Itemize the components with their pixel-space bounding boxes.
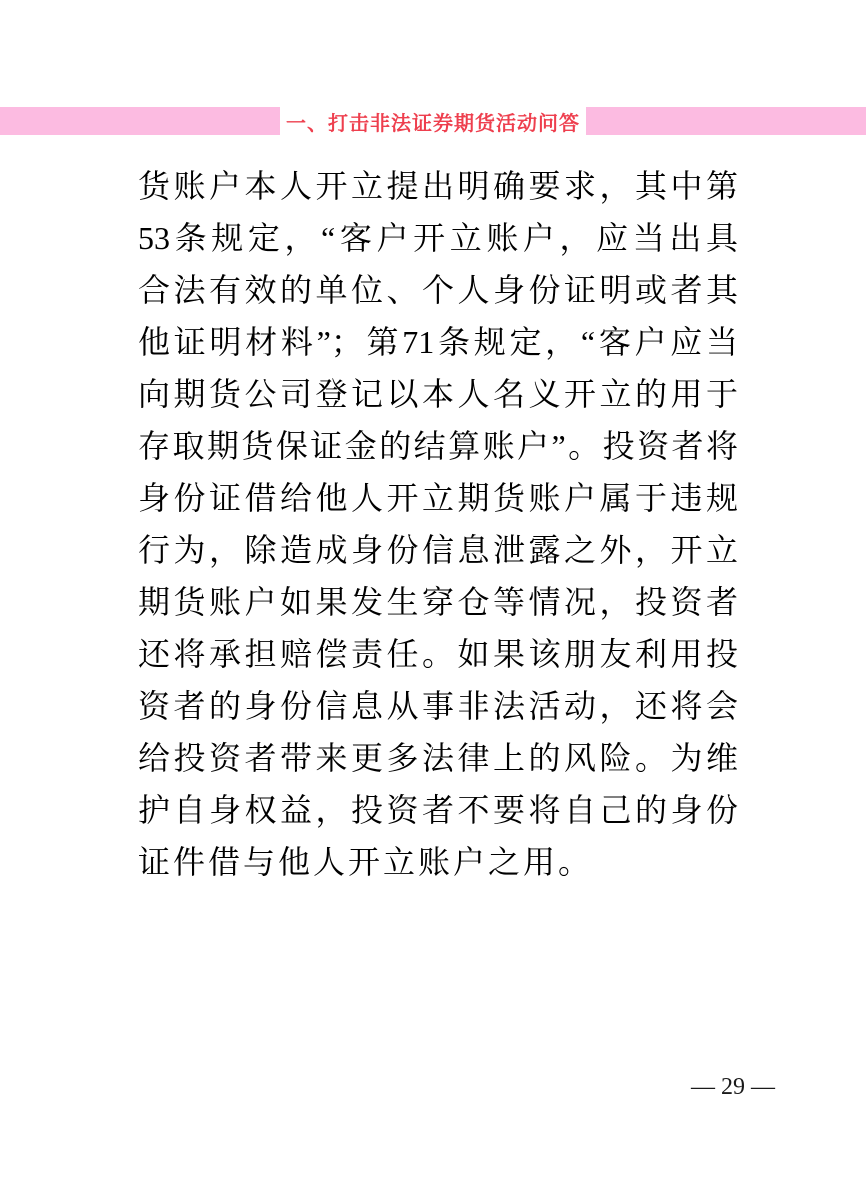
body-line: 给投资者带来更多法律上的风险。为维: [138, 740, 738, 776]
body-line: 行为，除造成身份信息泄露之外，开立: [138, 532, 738, 568]
body-line: 期货账户如果发生穿仓等情况，投资者: [138, 584, 738, 620]
body-line: 合法有效的单位、个人身份证明或者其: [138, 272, 738, 308]
body-line: 资者的身份信息从事非法活动，还将会: [138, 688, 738, 724]
body-line: 他证明材料”；第71条规定，“客户应当: [138, 324, 738, 360]
body-text: [138, 160, 738, 888]
page-number: — 29 —: [691, 1074, 775, 1100]
body-line: 存取期货保证金的结算账户”。投资者将: [138, 428, 738, 464]
body-line: 53条规定，“客户开立账户，应当出具: [138, 220, 738, 256]
body-line: 证件借与他人开立账户之用。: [138, 844, 594, 880]
header-band: [0, 107, 866, 135]
body-line: 货账户本人开立提出明确要求，其中第: [138, 168, 738, 204]
section-title: 一、打击非法证券期货活动问答: [286, 112, 580, 135]
body-line: 向期货公司登记以本人名义开立的用于: [138, 376, 738, 412]
body-line: 护自身权益，投资者不要将自己的身份: [138, 792, 738, 828]
header-title-box: [280, 107, 586, 135]
body-line: 身份证借给他人开立期货账户属于违规: [138, 480, 738, 516]
body-line: 还将承担赔偿责任。如果该朋友利用投: [138, 636, 738, 672]
